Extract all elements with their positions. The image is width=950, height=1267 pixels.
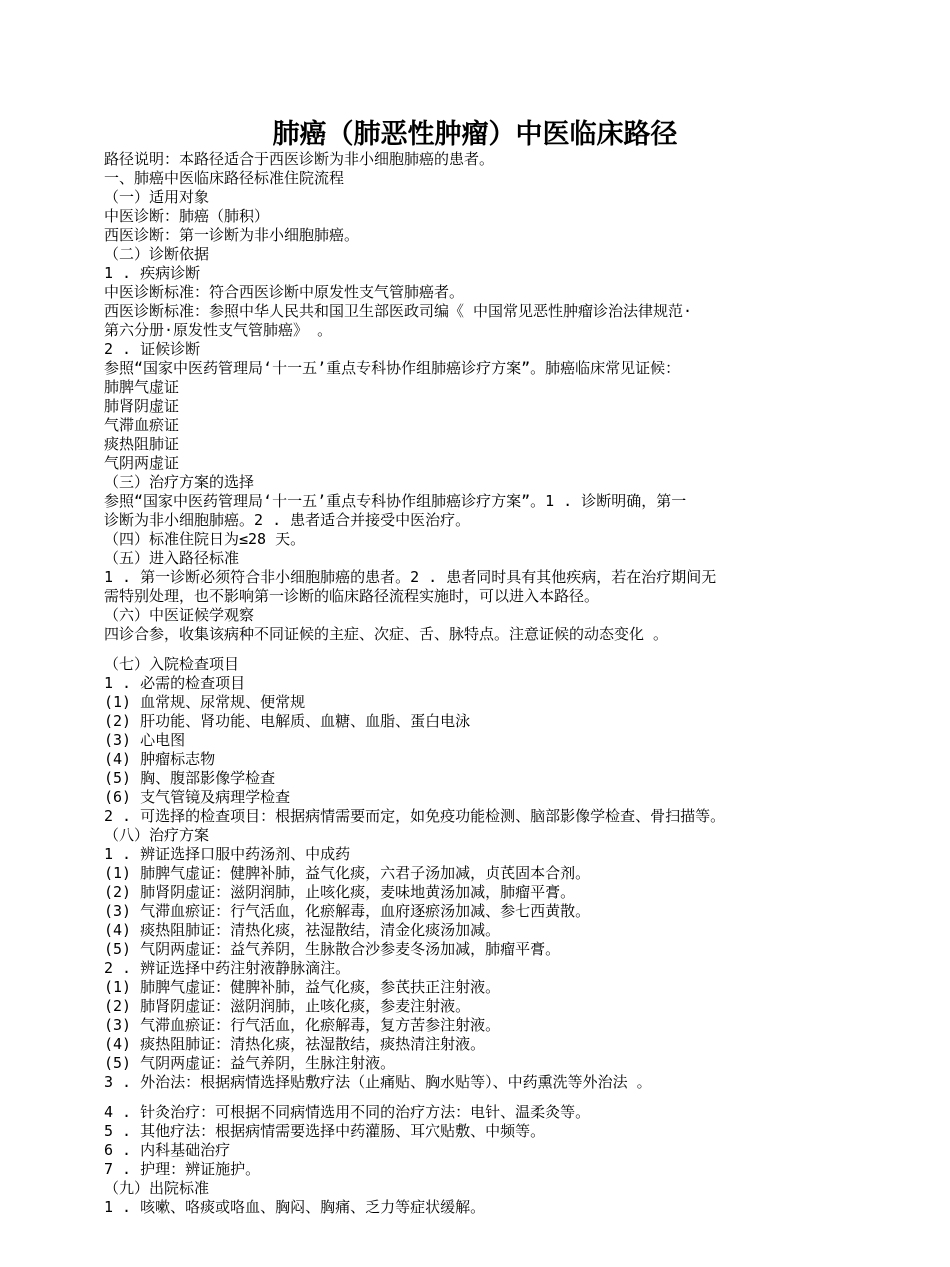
text-line: （二）诊断依据 [104,245,210,263]
text-line: 1 . 咳嗽、咯痰或咯血、胸闷、胸痛、乏力等症状缓解。 [104,1198,486,1216]
text-line: 7 . 护理：辨证施护。 [104,1160,261,1178]
text-line: (1) 肺脾气虚证：健脾补肺，益气化痰，六君子汤加减，贞芪固本合剂。 [104,864,591,882]
text-line: 4 . 针灸治疗：可根据不同病情选用不同的治疗方法：电针、温柔灸等。 [104,1103,591,1121]
text-line: 2 . 辨证选择中药注射液静脉滴注。 [104,959,351,977]
text-line: 肺肾阴虚证 [104,397,180,415]
text-line: (5) 气阴两虚证：益气养阴，生脉注射液。 [104,1054,396,1072]
text-line: (3) 气滞血瘀证：行气活血，化瘀解毒，血府逐瘀汤加减、参七西黄散。 [104,902,591,920]
text-line: 路径说明：本路径适合于西医诊断为非小细胞肺癌的患者。 [104,150,495,168]
text-line: 中医诊断：肺癌（肺积） [104,207,270,225]
text-line: 肺脾气虚证 [104,378,180,396]
text-line: (1) 肺脾气虚证：健脾补肺，益气化痰，参芪扶正注射液。 [104,978,501,996]
text-line: (5) 气阴两虚证：益气养阴，生脉散合沙参麦冬汤加减，肺瘤平膏。 [104,940,561,958]
text-line: 1 . 第一诊断必须符合非小细胞肺癌的患者。2 . 患者同时具有其他疾病，若在治疗期间无 [104,568,717,586]
text-line: （四）标准住院日为≤28 天。 [104,530,306,548]
text-line: 四诊合参，收集该病种不同证候的主症、次症、舌、脉特点。注意证候的动态变化 。 [104,625,669,643]
text-line: （五）进入路径标准 [104,549,240,567]
text-line: 2 . 证候诊断 [104,340,201,358]
text-line: (1) 血常规、尿常规、便常规 [104,693,306,711]
text-line: 1 . 辨证选择口服中药汤剂、中成药 [104,845,351,863]
text-line: 6 . 内科基础治疗 [104,1141,231,1159]
text-line: 痰热阻肺证 [104,435,180,453]
text-line: 3 . 外治法：根据病情选择贴敷疗法（止痛贴、胸水贴等）、中药熏洗等外治法 。 [104,1073,652,1091]
text-line: 中医诊断标准：符合西医诊断中原发性支气管肺癌者。 [104,283,465,301]
text-line: (6) 支气管镜及病理学检查 [104,788,291,806]
text-line: 2 . 可选择的检查项目：根据病情需要而定，如免疫功能检测、脑部影像学检查、骨扫描等。 [104,807,726,825]
text-line: （九）出院标准 [104,1179,210,1197]
text-line: 第六分册·原发性支气管肺癌》 。 [104,321,333,339]
text-line: （六）中医证候学观察 [104,606,255,624]
text-line: 参照“国家中医药管理局‘十一五’重点专科协作组肺癌诊疗方案”。1 . 诊断明确，第一 [104,492,687,510]
text-line: 需特别处理，也不影响第一诊断的临床路径流程实施时，可以进入本路径。 [104,587,600,605]
text-line: 一、肺癌中医临床路径标准住院流程 [104,169,345,187]
document-body [104,150,864,1217]
text-line: （七）入院检查项目 [104,655,240,673]
text-line: 气滞血瘀证 [104,416,180,434]
text-line: 1 . 疾病诊断 [104,264,201,282]
text-line: 西医诊断标准：参照中华人民共和国卫生部医政司编《 中国常见恶性肿瘤诊治法律规范· [104,302,693,320]
text-line: (2) 肺肾阴虚证：滋阴润肺，止咳化痰，参麦注射液。 [104,997,471,1015]
text-line: (4) 肿瘤标志物 [104,750,216,768]
text-line: (2) 肺肾阴虚证：滋阴润肺，止咳化痰，麦味地黄汤加减，肺瘤平膏。 [104,883,576,901]
text-line: 5 . 其他疗法：根据病情需要选择中药灌肠、耳穴贴敷、中频等。 [104,1122,546,1140]
text-line: (2) 肝功能、肾功能、电解质、血糖、血脂、蛋白电泳 [104,712,471,730]
text-line: 参照“国家中医药管理局‘十一五’重点专科协作组肺癌诊疗方案”。肺癌临床常见证候： [104,359,681,377]
document-title: 肺癌（肺恶性肿瘤）中医临床路径 [272,119,678,150]
text-line: （一）适用对象 [104,188,210,206]
text-line: 气阴两虚证 [104,454,180,472]
text-line: 西医诊断：第一诊断为非小细胞肺癌。 [104,226,360,244]
text-line: (3) 心电图 [104,731,186,749]
text-line: (4) 痰热阻肺证：清热化痰，祛湿散结，痰热清注射液。 [104,1035,486,1053]
text-line: 诊断为非小细胞肺癌。2 . 患者适合并接受中医治疗。 [104,511,471,529]
text-line: 1 . 必需的检查项目 [104,674,246,692]
text-line: (3) 气滞血瘀证：行气活血，化瘀解毒，复方苦参注射液。 [104,1016,501,1034]
text-line: (4) 痰热阻肺证：清热化痰，祛湿散结，清金化痰汤加减。 [104,921,501,939]
text-line: （八）治疗方案 [104,826,210,844]
text-line: (5) 胸、腹部影像学检查 [104,769,276,787]
text-line: （三）治疗方案的选择 [104,473,255,491]
